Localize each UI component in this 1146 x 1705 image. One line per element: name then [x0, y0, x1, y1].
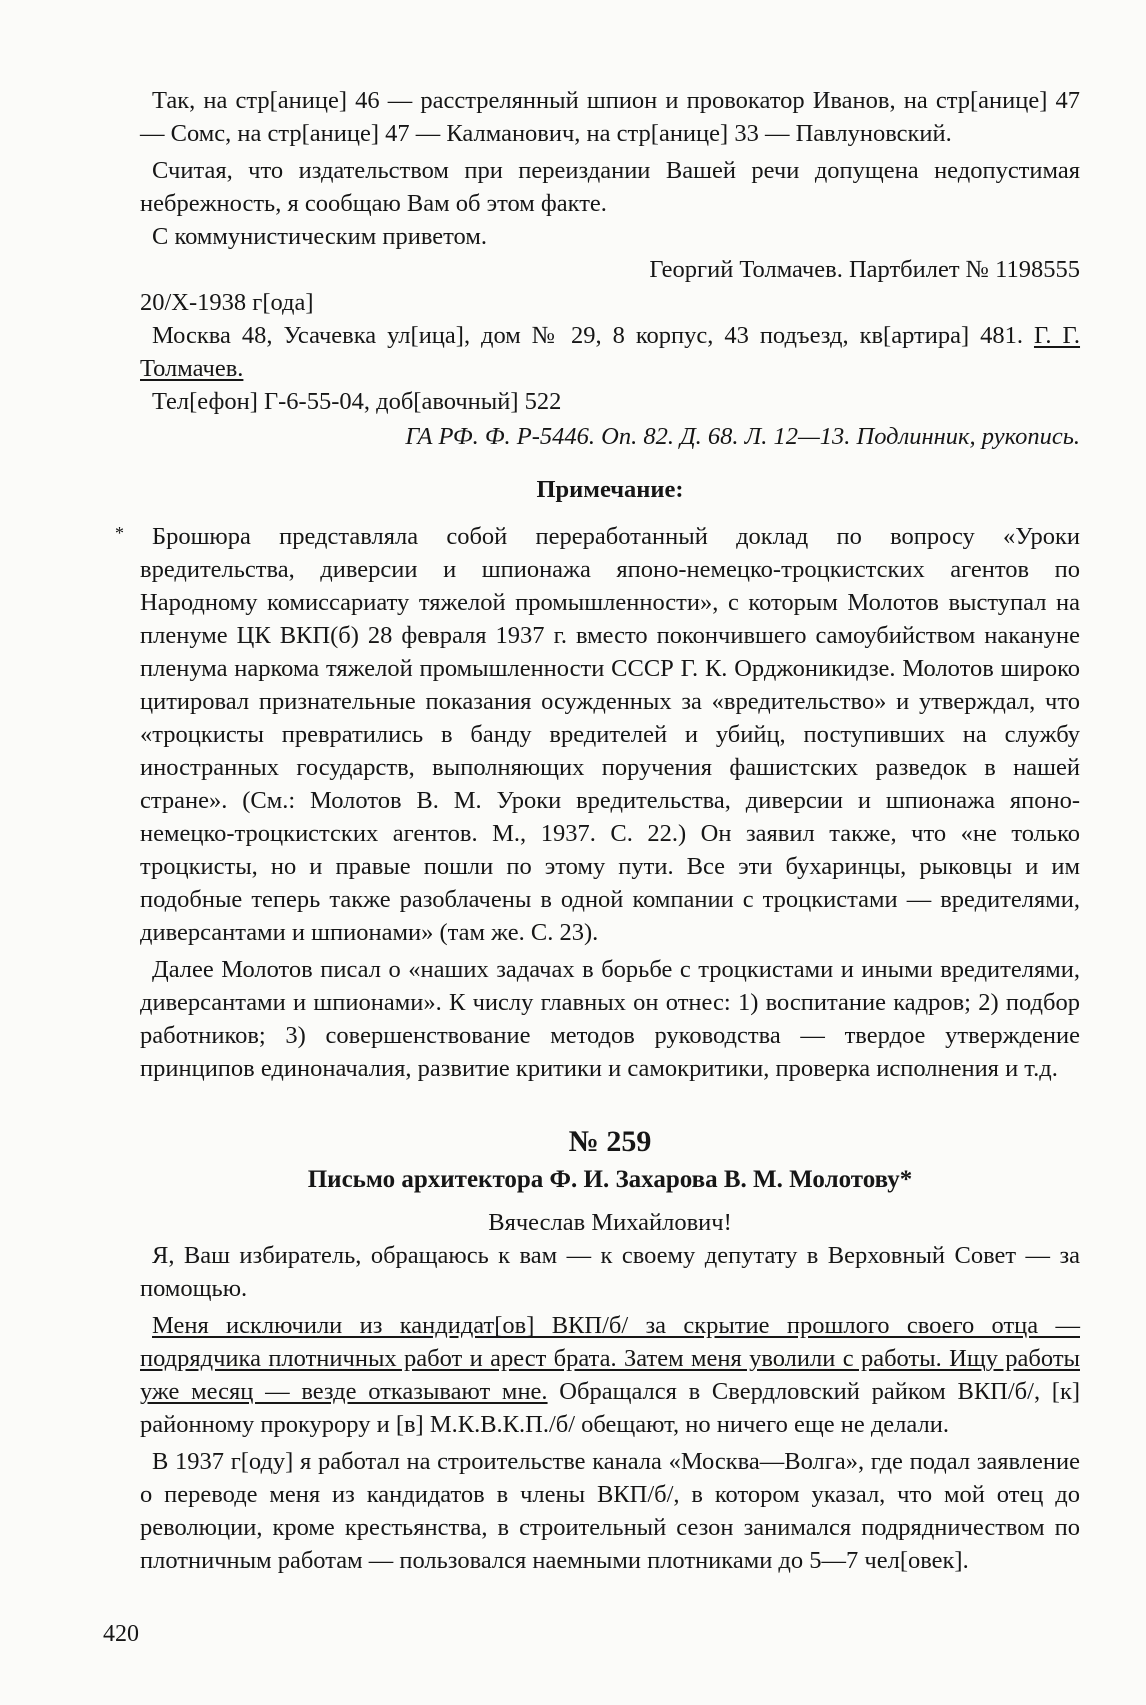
letter-paragraph-1: Так, на стр[анице] 46 — расстрелянный шпион и провокатор Иванов, на стр[анице] 47 — Сомс, на стр[анице] 47 — Калманович, на стр[анице] 33 — Павлуновский.	[140, 87, 1080, 147]
address-text: Москва 48, Усачевка ул[ица], дом № 29, 8 корпус, 43 подъезд, кв[артира] 481.	[152, 322, 1023, 349]
note-paragraph-2: Далее Молотов писал о «наших задачах в борьбе с троцкистами и иными вредителями, диверсантами и шпионами». К числу главных он отнес: 1) воспитание кадров; 2) подбор работников; 3) совершенствование методов руководства — твердое утверждение принципов единоначалия, развитие критики и самокритики, проверка исполнения и т.д.	[140, 956, 1080, 1082]
document-title: Письмо архитектора Ф. И. Захарова В. М. Молотову*	[307, 1166, 913, 1193]
underlined-passage: Меня исключили из кандидат[ов] ВКП/б/ за скрытие прошлого своего отца — подрядчика плотничных работ и арест брата. Затем меня уволили с работы. Ищу работы уже месяц — везде отказывают мне.	[140, 1312, 1080, 1405]
letter-paragraph-2: Считая, что издательством при переиздании Вашей речи допущена недопустимая небрежность, я сообщаю Вам об этом факте.	[140, 157, 1080, 217]
document-paragraph-2	[140, 1309, 1080, 1441]
note-paragraph-1	[115, 520, 1080, 949]
letter-closing: С коммунистическим приветом.	[152, 223, 487, 250]
document-paragraph-1: Я, Ваш избиратель, обращаюсь к вам — к своему депутату в Верховный Совет — за помощью.	[140, 1242, 1080, 1302]
page-number: 420	[103, 1621, 139, 1647]
archive-reference: ГА РФ. Ф. Р-5446. Оп. 82. Д. 68. Л. 12—13. Подлинник, рукопись.	[405, 423, 1080, 450]
paragraph-2-rest: Обращался в Свердловский райком ВКП/б/, [к] районному прокурору и [в] М.К.В.К.П./б/ обещают, но ничего еще не делали.	[140, 1378, 1081, 1438]
document-paragraph-3: В 1937 г[оду] я работал на строительстве канала «Москва—Волга», где подал заявление о переводе меня из кандидатов в члены ВКП/б/, в котором указал, что мой отец до революции, кроме крестьянства, в строительный сезон занимался подрядничеством по плотничным работам — пользовался наемными плотниками до 5—7 чел[овек].	[140, 1448, 1080, 1574]
letter-phone: Тел[ефон] Г-6-55-04, доб[авочный] 522	[152, 388, 562, 415]
letter-signature: Георгий Толмачев. Партбилет № 1198555	[649, 256, 1080, 283]
footnote-star: *	[115, 523, 124, 543]
address-name: Г. Г. Толмачев.	[140, 322, 1081, 382]
page-text	[115, 84, 1081, 1577]
note-title: Примечание:	[536, 476, 684, 503]
letter-address	[140, 319, 1080, 385]
letter-salutation: Вячеслав Михайлович!	[488, 1209, 732, 1236]
document-number: № 259	[568, 1125, 652, 1158]
letter-date: 20/X-1938 г[ода]	[140, 289, 314, 316]
note-paragraph-1-text: Брошюра представляла собой переработанный доклад по вопросу «Уроки вредительства, диверсии и шпионажа японо-немецко-троцкистских агентов по Народному комиссариату тяжелой промышленности», с которым Молотов выступал на пленуме ЦК ВКП(б) 28 февраля 1937 г. вместо покончившего самоубийством накануне пленума наркома тяжелой промышленности СССР Г. К. Орджоникидзе. Молотов широко цитировал признательные показания осужденных за «вредительство» и утверждал, что «троцкисты превратились в банду вредителей и убийц, поступивших на службу иностранных государств, выполняющих поручения фашистских разведок в нашей стране». (См.: Молотов В. М. Уроки вредительства, диверсии и шпионажа японо-немецко-троцкистских агентов. М., 1937. С. 22.) Он заявил также, что «не только троцкисты, но и правые пошли по этому пути. Все эти бухаринцы, рыковцы и им подобные теперь также разоблачены в одной компании с троцкистами — вредителями, диверсантами и шпионами» (там же. С. 23).	[140, 523, 1080, 946]
